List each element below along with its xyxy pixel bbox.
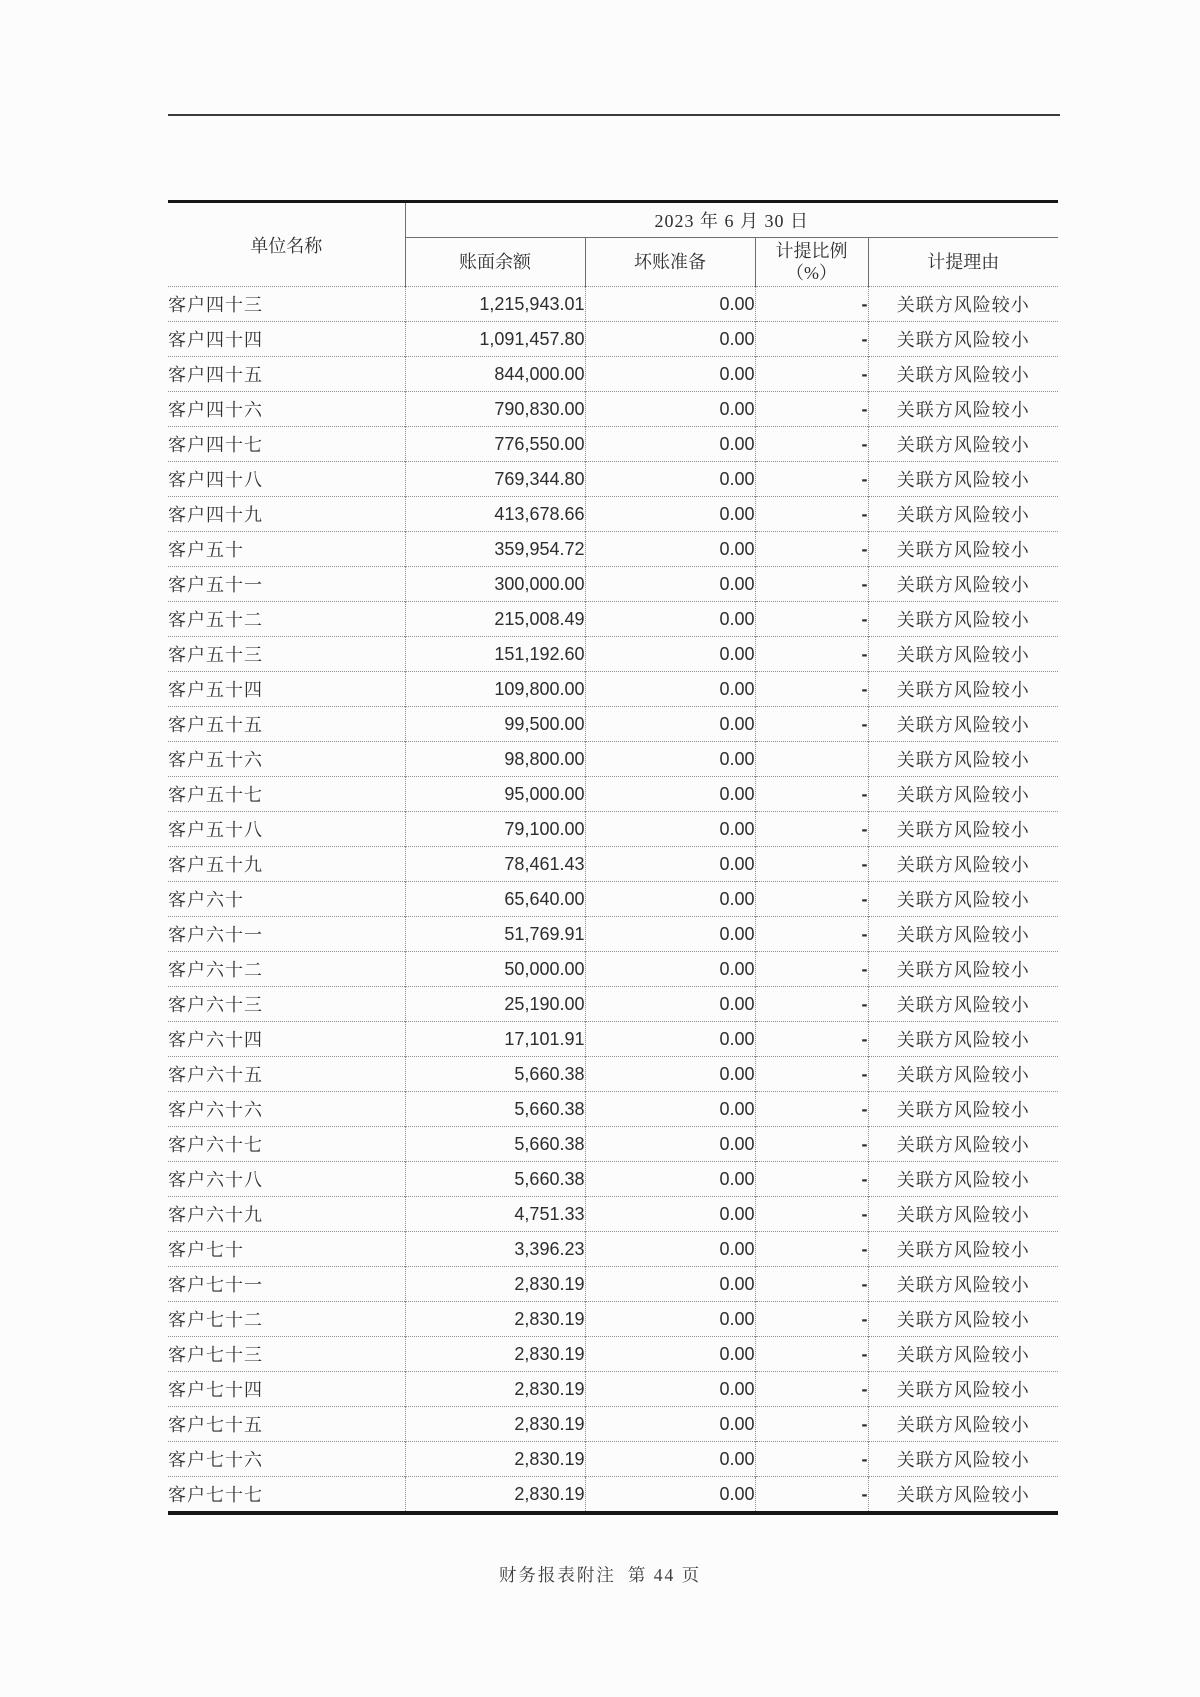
cell-unit-name: 客户六十二	[168, 952, 405, 987]
col-header-provision-ratio	[755, 238, 868, 287]
cell-unit-name: 客户七十四	[168, 1372, 405, 1407]
cell-bad-debt-provision: 0.00	[585, 812, 755, 847]
cell-bad-debt-provision: 0.00	[585, 987, 755, 1022]
cell-unit-name: 客户七十一	[168, 1267, 405, 1302]
cell-provision-ratio: -	[755, 532, 868, 567]
cell-bad-debt-provision: 0.00	[585, 1022, 755, 1057]
cell-book-balance: 17,101.91	[405, 1022, 585, 1057]
cell-unit-name: 客户四十五	[168, 357, 405, 392]
table-row	[168, 497, 1058, 532]
cell-provision-reason: 关联方风险较小	[868, 1197, 1058, 1232]
cell-unit-name: 客户四十八	[168, 462, 405, 497]
cell-provision-reason: 关联方风险较小	[868, 427, 1058, 462]
cell-bad-debt-provision: 0.00	[585, 1337, 755, 1372]
table-row	[168, 1127, 1058, 1162]
cell-book-balance: 790,830.00	[405, 392, 585, 427]
cell-provision-ratio: -	[755, 1372, 868, 1407]
cell-provision-reason: 关联方风险较小	[868, 287, 1058, 322]
table-row	[168, 462, 1058, 497]
cell-bad-debt-provision: 0.00	[585, 1197, 755, 1232]
cell-book-balance: 5,660.38	[405, 1162, 585, 1197]
cell-provision-ratio: -	[755, 952, 868, 987]
table-body	[168, 287, 1058, 1514]
cell-provision-reason: 关联方风险较小	[868, 1372, 1058, 1407]
cell-bad-debt-provision: 0.00	[585, 602, 755, 637]
cell-provision-reason: 关联方风险较小	[868, 707, 1058, 742]
table-row	[168, 1162, 1058, 1197]
table-row	[168, 1477, 1058, 1514]
cell-unit-name: 客户七十三	[168, 1337, 405, 1372]
cell-bad-debt-provision: 0.00	[585, 1057, 755, 1092]
cell-provision-ratio: -	[755, 882, 868, 917]
cell-provision-reason: 关联方风险较小	[868, 1057, 1058, 1092]
table-row	[168, 1372, 1058, 1407]
cell-provision-ratio: -	[755, 427, 868, 462]
cell-bad-debt-provision: 0.00	[585, 532, 755, 567]
cell-unit-name: 客户六十七	[168, 1127, 405, 1162]
col-header-book-balance: 账面余额	[459, 252, 531, 272]
cell-book-balance: 776,550.00	[405, 427, 585, 462]
cell-provision-reason: 关联方风险较小	[868, 637, 1058, 672]
cell-bad-debt-provision: 0.00	[585, 427, 755, 462]
cell-provision-ratio: -	[755, 1442, 868, 1477]
col-header-unit-name: 单位名称	[168, 202, 405, 287]
cell-book-balance: 2,830.19	[405, 1337, 585, 1372]
cell-provision-reason: 关联方风险较小	[868, 1267, 1058, 1302]
table-row	[168, 1057, 1058, 1092]
col-header-date: 2023 年 6 月 30 日	[405, 202, 1058, 238]
cell-provision-reason: 关联方风险较小	[868, 917, 1058, 952]
cell-provision-reason: 关联方风险较小	[868, 497, 1058, 532]
table-row	[168, 672, 1058, 707]
table-row	[168, 1022, 1058, 1057]
cell-unit-name: 客户五十九	[168, 847, 405, 882]
cell-bad-debt-provision: 0.00	[585, 1477, 755, 1514]
cell-bad-debt-provision: 0.00	[585, 1092, 755, 1127]
cell-provision-ratio: -	[755, 1022, 868, 1057]
cell-book-balance: 215,008.49	[405, 602, 585, 637]
cell-provision-reason: 关联方风险较小	[868, 987, 1058, 1022]
cell-provision-ratio: -	[755, 637, 868, 672]
cell-provision-ratio: -	[755, 812, 868, 847]
cell-provision-ratio: -	[755, 672, 868, 707]
cell-bad-debt-provision: 0.00	[585, 357, 755, 392]
cell-provision-reason: 关联方风险较小	[868, 532, 1058, 567]
cell-provision-ratio: -	[755, 847, 868, 882]
cell-unit-name: 客户六十六	[168, 1092, 405, 1127]
cell-book-balance: 95,000.00	[405, 777, 585, 812]
cell-provision-reason: 关联方风险较小	[868, 777, 1058, 812]
table-row	[168, 882, 1058, 917]
cell-provision-ratio: -	[755, 1267, 868, 1302]
cell-book-balance: 25,190.00	[405, 987, 585, 1022]
cell-provision-reason: 关联方风险较小	[868, 392, 1058, 427]
cell-provision-ratio: -	[755, 1127, 868, 1162]
table-row	[168, 287, 1058, 322]
cell-bad-debt-provision: 0.00	[585, 392, 755, 427]
table-row	[168, 1267, 1058, 1302]
table-header	[168, 202, 1058, 287]
table-row	[168, 847, 1058, 882]
cell-provision-ratio: -	[755, 497, 868, 532]
cell-provision-reason: 关联方风险较小	[868, 322, 1058, 357]
cell-book-balance: 2,830.19	[405, 1267, 585, 1302]
header-row-date	[168, 202, 1058, 238]
table-row	[168, 742, 1058, 777]
table-row	[168, 392, 1058, 427]
cell-unit-name: 客户五十八	[168, 812, 405, 847]
cell-provision-reason: 关联方风险较小	[868, 1442, 1058, 1477]
cell-provision-ratio: -	[755, 1162, 868, 1197]
cell-book-balance: 2,830.19	[405, 1407, 585, 1442]
cell-unit-name: 客户四十六	[168, 392, 405, 427]
table-row	[168, 602, 1058, 637]
cell-bad-debt-provision: 0.00	[585, 1127, 755, 1162]
cell-book-balance: 2,830.19	[405, 1302, 585, 1337]
cell-provision-reason: 关联方风险较小	[868, 847, 1058, 882]
cell-provision-ratio	[755, 742, 868, 777]
cell-unit-name: 客户五十五	[168, 707, 405, 742]
cell-book-balance: 78,461.43	[405, 847, 585, 882]
table-row	[168, 357, 1058, 392]
cell-unit-name: 客户六十三	[168, 987, 405, 1022]
cell-book-balance: 3,396.23	[405, 1232, 585, 1267]
cell-provision-reason: 关联方风险较小	[868, 1337, 1058, 1372]
cell-provision-ratio: -	[755, 392, 868, 427]
cell-provision-reason: 关联方风险较小	[868, 812, 1058, 847]
cell-provision-ratio: -	[755, 1232, 868, 1267]
cell-provision-reason: 关联方风险较小	[868, 1022, 1058, 1057]
cell-unit-name: 客户五十四	[168, 672, 405, 707]
footer-page-number: 第 44 页	[627, 1565, 702, 1585]
cell-unit-name: 客户六十四	[168, 1022, 405, 1057]
cell-provision-ratio: -	[755, 322, 868, 357]
cell-bad-debt-provision: 0.00	[585, 777, 755, 812]
cell-provision-ratio: -	[755, 1092, 868, 1127]
cell-bad-debt-provision: 0.00	[585, 462, 755, 497]
cell-unit-name: 客户七十七	[168, 1477, 405, 1514]
cell-provision-reason: 关联方风险较小	[868, 672, 1058, 707]
cell-provision-ratio: -	[755, 1197, 868, 1232]
cell-unit-name: 客户七十二	[168, 1302, 405, 1337]
cell-book-balance: 1,091,457.80	[405, 322, 585, 357]
cell-bad-debt-provision: 0.00	[585, 322, 755, 357]
cell-book-balance: 151,192.60	[405, 637, 585, 672]
footer-label: 财务报表附注	[498, 1565, 616, 1585]
table-row	[168, 1302, 1058, 1337]
cell-unit-name: 客户五十三	[168, 637, 405, 672]
cell-bad-debt-provision: 0.00	[585, 287, 755, 322]
cell-book-balance: 769,344.80	[405, 462, 585, 497]
cell-book-balance: 300,000.00	[405, 567, 585, 602]
cell-book-balance: 2,830.19	[405, 1372, 585, 1407]
cell-bad-debt-provision: 0.00	[585, 1407, 755, 1442]
cell-provision-reason: 关联方风险较小	[868, 1477, 1058, 1514]
table-row	[168, 777, 1058, 812]
cell-bad-debt-provision: 0.00	[585, 707, 755, 742]
cell-bad-debt-provision: 0.00	[585, 1442, 755, 1477]
cell-book-balance: 98,800.00	[405, 742, 585, 777]
cell-provision-reason: 关联方风险较小	[868, 357, 1058, 392]
cell-provision-reason: 关联方风险较小	[868, 1127, 1058, 1162]
cell-unit-name: 客户六十	[168, 882, 405, 917]
cell-unit-name: 客户六十九	[168, 1197, 405, 1232]
table-row	[168, 812, 1058, 847]
cell-provision-ratio: -	[755, 777, 868, 812]
cell-provision-reason: 关联方风险较小	[868, 952, 1058, 987]
table-row	[168, 567, 1058, 602]
cell-book-balance: 2,830.19	[405, 1442, 585, 1477]
provision-table	[168, 200, 1058, 1515]
table-row	[168, 1407, 1058, 1442]
provision-ratio-line2: （%）	[786, 263, 837, 283]
cell-provision-ratio: -	[755, 987, 868, 1022]
cell-provision-reason: 关联方风险较小	[868, 1092, 1058, 1127]
cell-provision-ratio: -	[755, 567, 868, 602]
table-row	[168, 532, 1058, 567]
cell-provision-reason: 关联方风险较小	[868, 1232, 1058, 1267]
table-row	[168, 1442, 1058, 1477]
cell-provision-ratio: -	[755, 1302, 868, 1337]
cell-provision-ratio: -	[755, 287, 868, 322]
cell-book-balance: 51,769.91	[405, 917, 585, 952]
cell-unit-name: 客户五十一	[168, 567, 405, 602]
cell-bad-debt-provision: 0.00	[585, 847, 755, 882]
cell-unit-name: 客户六十五	[168, 1057, 405, 1092]
table-row	[168, 1232, 1058, 1267]
cell-bad-debt-provision: 0.00	[585, 742, 755, 777]
cell-provision-reason: 关联方风险较小	[868, 882, 1058, 917]
cell-unit-name: 客户五十七	[168, 777, 405, 812]
cell-bad-debt-provision: 0.00	[585, 1372, 755, 1407]
cell-bad-debt-provision: 0.00	[585, 672, 755, 707]
table-row	[168, 427, 1058, 462]
table-row	[168, 917, 1058, 952]
cell-bad-debt-provision: 0.00	[585, 567, 755, 602]
cell-book-balance: 1,215,943.01	[405, 287, 585, 322]
col-header-provision-reason: 计提理由	[868, 238, 1058, 287]
cell-provision-ratio: -	[755, 357, 868, 392]
cell-provision-ratio: -	[755, 1337, 868, 1372]
cell-provision-reason: 关联方风险较小	[868, 567, 1058, 602]
cell-book-balance: 2,830.19	[405, 1477, 585, 1514]
cell-book-balance: 359,954.72	[405, 532, 585, 567]
cell-bad-debt-provision: 0.00	[585, 1302, 755, 1337]
cell-provision-ratio: -	[755, 1477, 868, 1514]
page-top-rule	[168, 114, 1060, 116]
table-row	[168, 1337, 1058, 1372]
table-row	[168, 952, 1058, 987]
cell-provision-reason: 关联方风险较小	[868, 1407, 1058, 1442]
table-row	[168, 637, 1058, 672]
cell-book-balance: 109,800.00	[405, 672, 585, 707]
table-row	[168, 1092, 1058, 1127]
cell-book-balance: 5,660.38	[405, 1092, 585, 1127]
cell-unit-name: 客户七十五	[168, 1407, 405, 1442]
cell-provision-reason: 关联方风险较小	[868, 1302, 1058, 1337]
cell-unit-name: 客户六十一	[168, 917, 405, 952]
cell-bad-debt-provision: 0.00	[585, 497, 755, 532]
cell-provision-reason: 关联方风险较小	[868, 602, 1058, 637]
cell-bad-debt-provision: 0.00	[585, 952, 755, 987]
cell-book-balance: 65,640.00	[405, 882, 585, 917]
cell-book-balance: 50,000.00	[405, 952, 585, 987]
provision-ratio-line1: 计提比例	[775, 241, 848, 261]
cell-unit-name: 客户五十二	[168, 602, 405, 637]
cell-unit-name: 客户四十七	[168, 427, 405, 462]
cell-bad-debt-provision: 0.00	[585, 1267, 755, 1302]
cell-provision-ratio: -	[755, 462, 868, 497]
cell-provision-ratio: -	[755, 602, 868, 637]
cell-unit-name: 客户七十六	[168, 1442, 405, 1477]
col-header-bad-debt-provision: 坏账准备	[585, 238, 755, 287]
cell-unit-name: 客户五十	[168, 532, 405, 567]
cell-bad-debt-provision: 0.00	[585, 1162, 755, 1197]
cell-book-balance: 4,751.33	[405, 1197, 585, 1232]
table-row	[168, 707, 1058, 742]
cell-provision-ratio: -	[755, 1057, 868, 1092]
cell-bad-debt-provision: 0.00	[585, 637, 755, 672]
cell-provision-ratio: -	[755, 917, 868, 952]
cell-book-balance: 99,500.00	[405, 707, 585, 742]
cell-provision-reason: 关联方风险较小	[868, 1162, 1058, 1197]
table-row	[168, 987, 1058, 1022]
cell-provision-ratio: -	[755, 1407, 868, 1442]
table-row	[168, 1197, 1058, 1232]
cell-provision-reason: 关联方风险较小	[868, 462, 1058, 497]
cell-unit-name: 客户五十六	[168, 742, 405, 777]
page-footer	[0, 1562, 1200, 1587]
cell-book-balance: 5,660.38	[405, 1127, 585, 1162]
cell-unit-name: 客户七十	[168, 1232, 405, 1267]
cell-unit-name: 客户四十九	[168, 497, 405, 532]
cell-book-balance: 79,100.00	[405, 812, 585, 847]
cell-book-balance: 844,000.00	[405, 357, 585, 392]
cell-bad-debt-provision: 0.00	[585, 882, 755, 917]
cell-book-balance: 413,678.66	[405, 497, 585, 532]
cell-unit-name: 客户四十四	[168, 322, 405, 357]
table-row	[168, 322, 1058, 357]
cell-provision-reason: 关联方风险较小	[868, 742, 1058, 777]
cell-book-balance: 5,660.38	[405, 1057, 585, 1092]
cell-unit-name: 客户四十三	[168, 287, 405, 322]
cell-bad-debt-provision: 0.00	[585, 1232, 755, 1267]
cell-unit-name: 客户六十八	[168, 1162, 405, 1197]
cell-bad-debt-provision: 0.00	[585, 917, 755, 952]
cell-provision-ratio: -	[755, 707, 868, 742]
